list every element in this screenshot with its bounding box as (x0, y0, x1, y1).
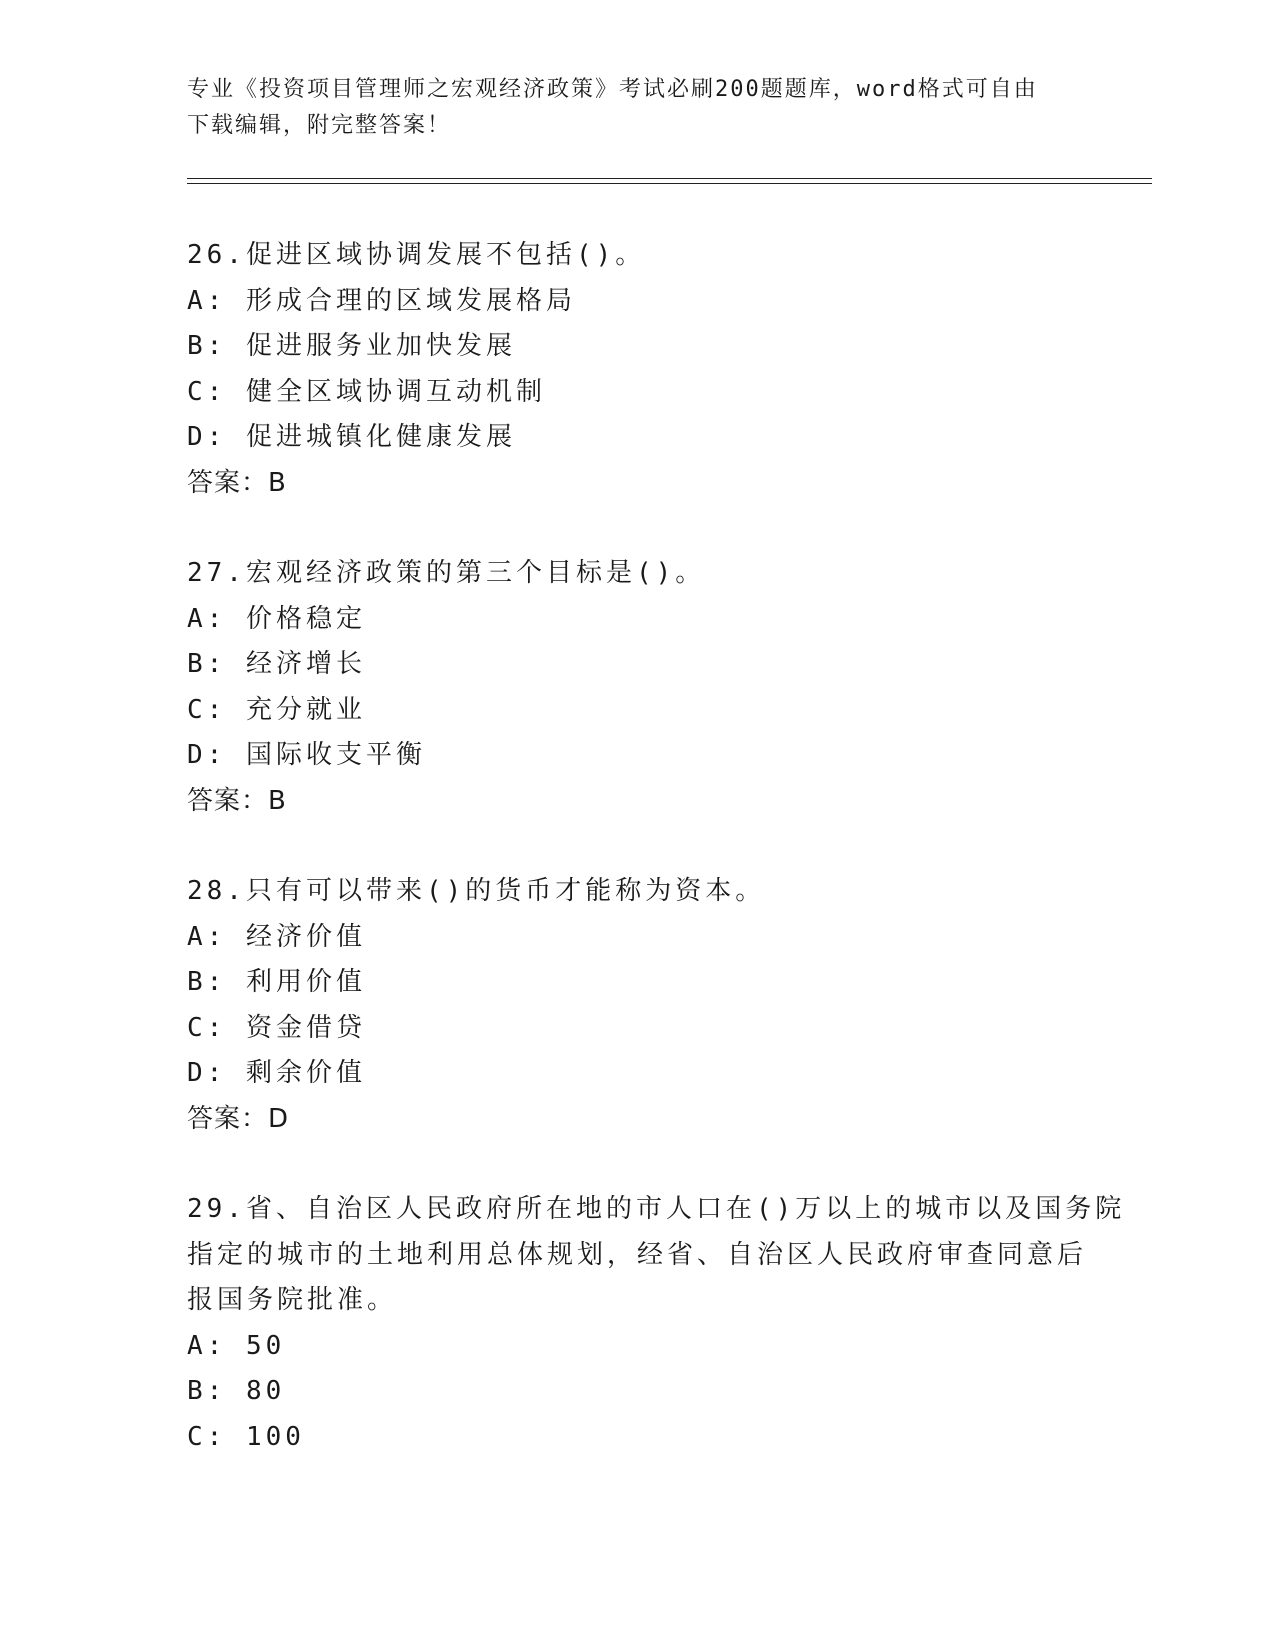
question-stem: 27.宏观经济政策的第三个目标是()。 (187, 558, 706, 588)
header-divider-top (187, 178, 1152, 179)
question-stem-line-3: 报国务院批准。 (187, 1285, 398, 1315)
option-b: B: 80 (187, 1376, 286, 1406)
question-stem: 26.促进区域协调发展不包括()。 (187, 240, 646, 270)
option-a: A: 形成合理的区域发展格局 (187, 285, 576, 316)
option-d: D: 国际收支平衡 (187, 740, 426, 770)
option-d: D: 促进城镇化健康发展 (187, 422, 516, 452)
question-27 (187, 551, 1087, 824)
option-b: B: 经济增长 (187, 649, 366, 679)
answer: 答案：B (187, 467, 287, 498)
option-d: D: 剩余价值 (187, 1058, 366, 1088)
option-c: C: 健全区域协调互动机制 (187, 376, 546, 407)
option-c: C: 100 (187, 1421, 305, 1452)
option-a: A: 经济价值 (187, 921, 366, 952)
header-divider-bottom (187, 183, 1152, 184)
question-28 (187, 869, 1087, 1142)
option-b: B: 促进服务业加快发展 (187, 331, 516, 361)
answer: 答案：D (187, 1103, 290, 1134)
header-line-2: 下载编辑，附完整答案！ (187, 113, 452, 138)
document-header (187, 72, 1067, 144)
option-a: A: 价格稳定 (187, 603, 366, 634)
option-a: A: 50 (187, 1330, 286, 1361)
option-c: C: 充分就业 (187, 694, 366, 725)
question-stem-line-1: 29.省、自治区人民政府所在地的市人口在()万以上的城市以及国务院 (187, 1194, 1126, 1224)
question-stem-line-2: 指定的城市的土地利用总体规划，经省、自治区人民政府审查同意后 (187, 1239, 1088, 1270)
question-26 (187, 233, 1087, 506)
question-29 (187, 1187, 1126, 1460)
option-c: C: 资金借贷 (187, 1012, 366, 1043)
answer: 答案：B (187, 785, 287, 816)
header-line-1: 专业《投资项目管理师之宏观经济政策》考试必刷200题题库，word格式可自由 (187, 77, 1038, 102)
option-b: B: 利用价值 (187, 967, 366, 997)
question-stem: 28.只有可以带来()的货币才能称为资本。 (187, 876, 766, 906)
